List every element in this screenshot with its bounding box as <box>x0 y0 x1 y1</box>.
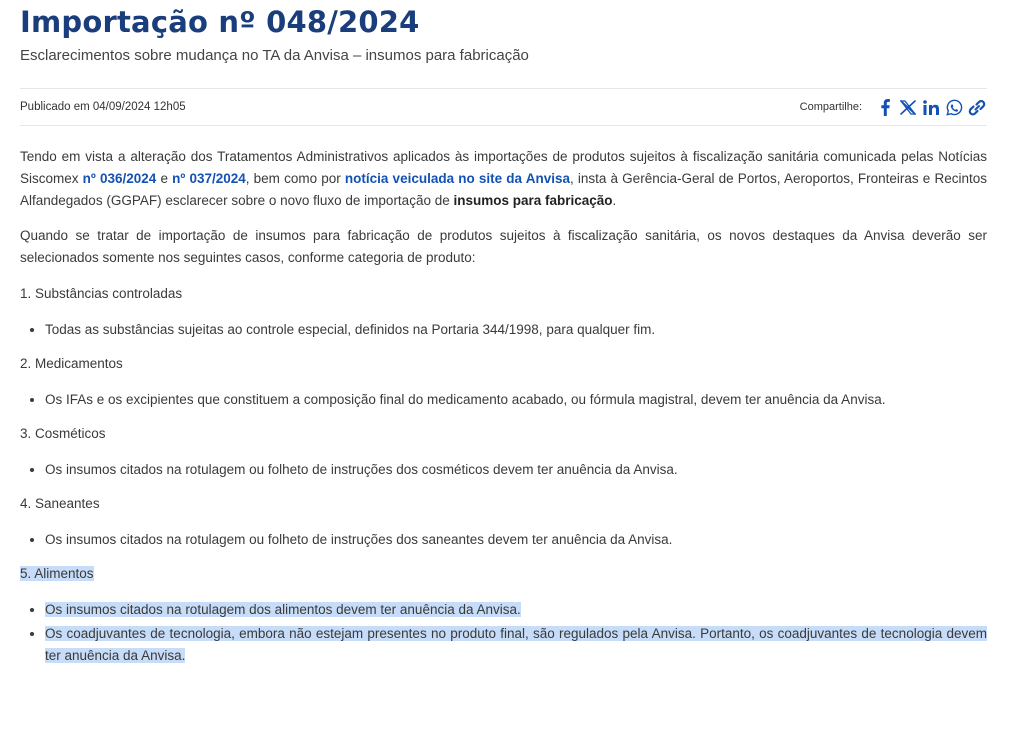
category-title: 3. Cosméticos <box>20 426 106 441</box>
category-title: 4. Saneantes <box>20 496 100 511</box>
list-item <box>45 623 987 667</box>
intro-text-5: . <box>612 193 617 208</box>
x-icon[interactable] <box>898 97 918 117</box>
whatsapp-icon[interactable] <box>944 97 964 117</box>
list-item: • Os insumos citados na rotulagem ou folheto de instruções dos cosméticos devem ter anuência da Anvisa. <box>45 459 987 481</box>
intro-text-2: e <box>156 171 173 186</box>
link-noticia-036[interactable]: nº 036/2024 <box>82 171 157 186</box>
intro-text-3: , bem como por <box>245 171 345 186</box>
intro-text-1: Tendo em vista a alteração dos Tratamentos Administrativos aplicados às importações de produtos sujeitos à fiscalização sanitária comunicada pelas Notícias Siscomex <box>20 149 987 186</box>
article-meta-bar <box>20 88 987 126</box>
category-list <box>20 529 987 551</box>
page-title: Importação nº 048/2024 <box>20 5 420 39</box>
category-list <box>20 459 987 481</box>
share-bar <box>800 97 987 117</box>
selected-text: 5. Alimentos <box>20 566 94 581</box>
link-noticia-037[interactable]: nº 037/2024 <box>172 171 246 186</box>
link-anvisa-news[interactable]: notícia veiculada no site da Anvisa <box>344 171 570 186</box>
share-label: Compartilhe: <box>799 101 862 113</box>
list-item <box>45 599 987 621</box>
article-body <box>20 146 987 667</box>
link-icon[interactable] <box>967 97 987 117</box>
selected-text: Os insumos citados na rotulagem dos alimentos devem ter anuência da Anvisa. <box>45 602 521 617</box>
page-subtitle: Esclarecimentos sobre mudança no TA da Anvisa – insumos para fabricação <box>20 47 529 64</box>
intro-text-4: , insta à Gerência-Geral de Portos, Aeroportos, Fronteiras e Recintos Alfandegados (GGPAF) esclarecer sobre o novo fluxo de importação de <box>20 171 987 208</box>
list-item: • Todas as substâncias sujeitas ao controle especial, definidos na Portaria 344/1998, para qualquer fim. <box>45 319 987 341</box>
category-title: 2. Medicamentos <box>20 356 123 371</box>
category-title: 1. Substâncias controladas <box>20 286 183 301</box>
published-date: Publicado em 04/09/2024 12h05 <box>20 101 186 113</box>
facebook-icon[interactable] <box>875 97 895 117</box>
category-list <box>20 319 987 341</box>
category-list <box>20 599 987 667</box>
intro-bold-text: insumos para fabricação <box>453 193 613 208</box>
list-item: • Os IFAs e os excipientes que constituem a composição final do medicamento acabado, ou fórmula magistral, devem ter anuência da Anvisa. <box>45 389 987 411</box>
criteria-paragraph: Quando se tratar de importação de insumos para fabricação de produtos sujeitos à fiscalização sanitária, os novos destaques da Anvisa deverão ser selecionados somente nos seguintes casos, conforme categoria de produto: <box>20 228 987 265</box>
intro-paragraph <box>20 146 987 212</box>
selected-text: Os coadjuvantes de tecnologia, embora não estejam presentes no produto final, são regulados pela Anvisa. Portanto, os coadjuvantes de tecnologia devem ter anuência da Anvisa. <box>45 626 987 663</box>
linkedin-icon[interactable] <box>921 97 941 117</box>
category-title-alimentos <box>20 563 987 585</box>
list-item: • Os insumos citados na rotulagem ou folheto de instruções dos saneantes devem ter anuência da Anvisa. <box>45 529 987 551</box>
category-list <box>20 389 987 411</box>
